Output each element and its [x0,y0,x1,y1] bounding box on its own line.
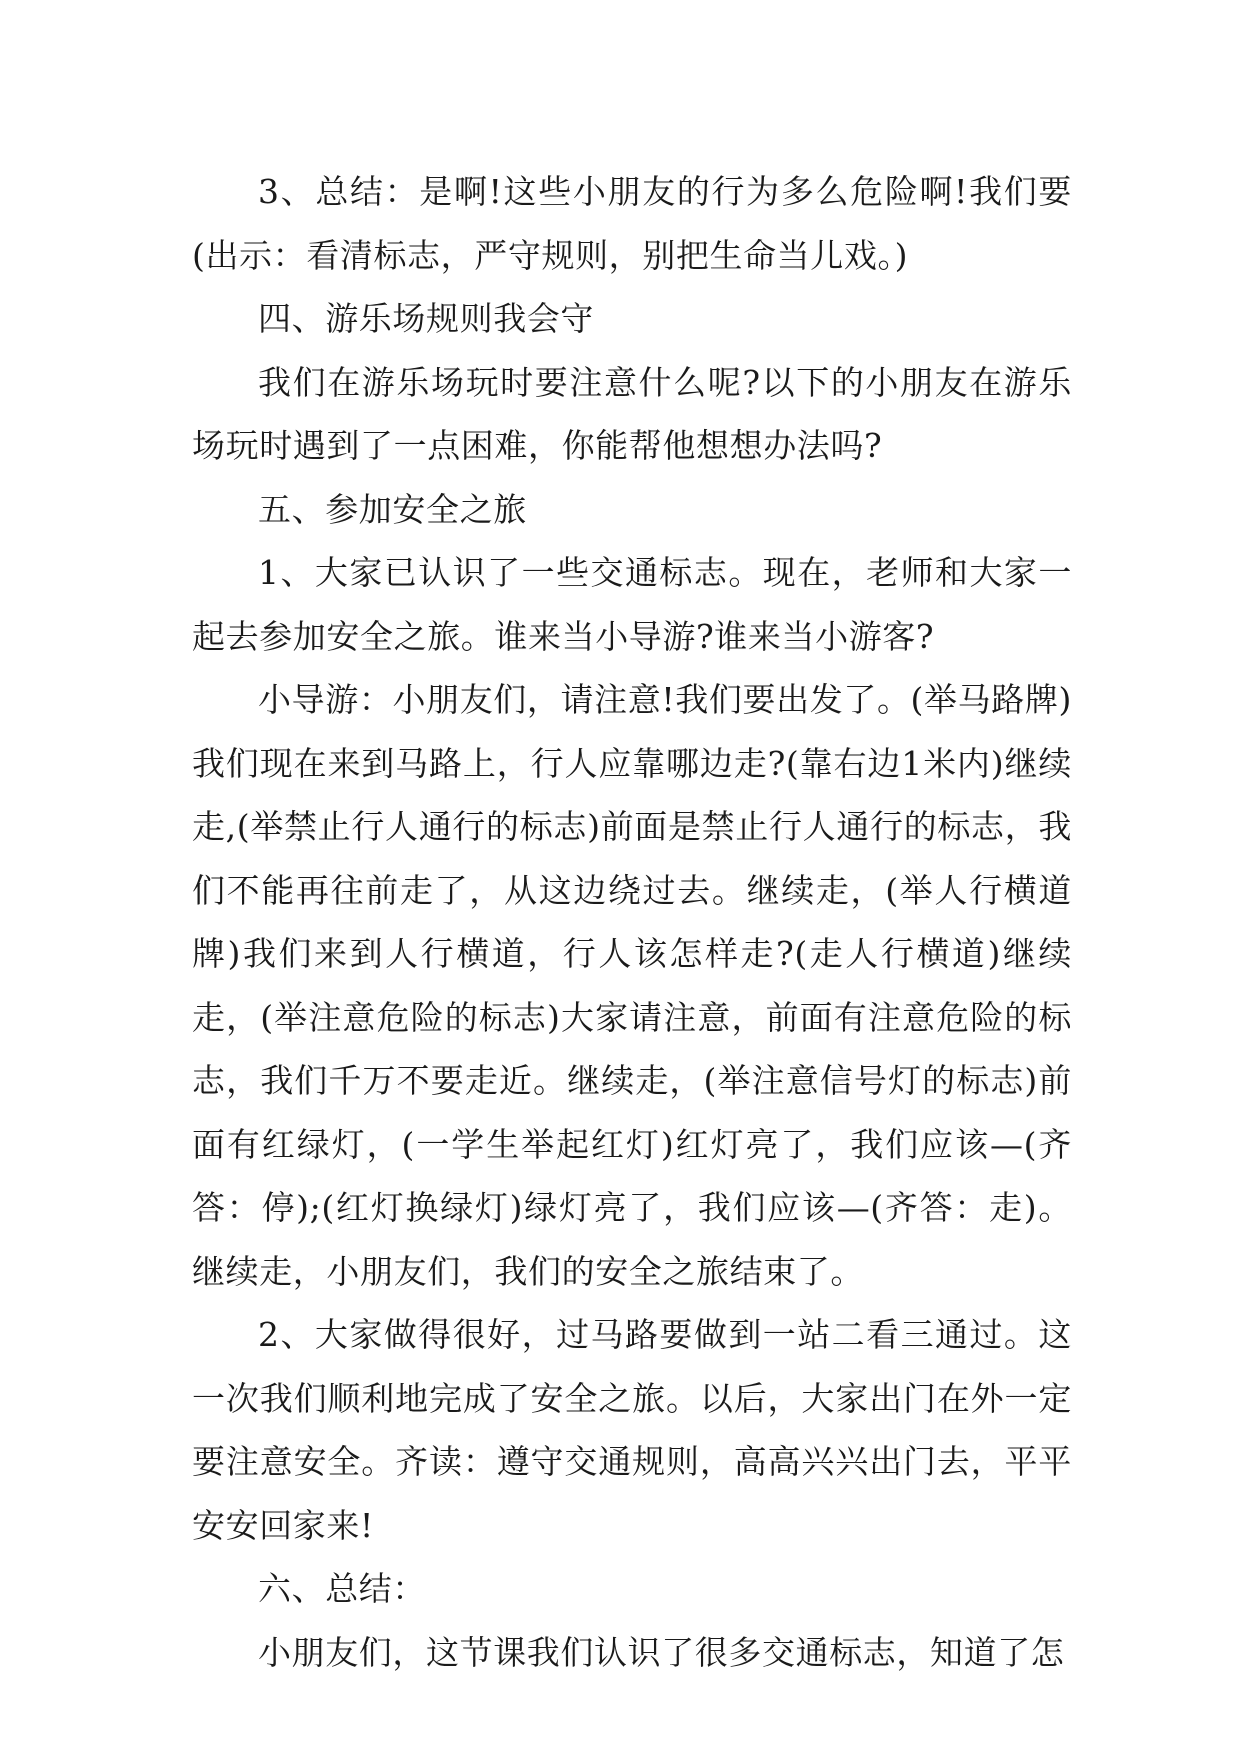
paragraph-playground-rules: 我们在游乐场玩时要注意什么呢?以下的小朋友在游乐场玩时遇到了一点困难，你能帮他想想办法吗? [192,362,1072,465]
paragraph-conclusion: 小朋友们，这节课我们认识了很多交通标志，知道了怎 [258,1632,1065,1672]
paragraph-safety-trip-1: 1、大家已认识了一些交通标志。现在，老师和大家一起去参加安全之旅。谁来当小导游?谁来当小游客? [192,553,1072,656]
document-body [192,160,1072,1684]
heading-section-5: 五、参加安全之旅 [258,489,527,529]
paragraph-tour-guide: 小导游：小朋友们，请注意!我们要出发了。(举马路牌)我们现在来到马路上，行人应靠哪边走?(靠右边1米内)继续走,(举禁止行人通行的标志)前面是禁止行人通行的标志，我们不能再往前走了，从这边绕过去。继续走，(举人行横道牌)我们来到人行横道，行人该怎样走?(走人行横道)继续走，(举注意危险的标志)大家请注意，前面有注意危险的标志，我们千万不要走近。继续走，(举注意信号灯的标志)前面有红绿灯，(一学生举起红灯)红灯亮了，我们应该—(齐答：停);(红灯换绿灯)绿灯亮了，我们应该—(齐答：走)。继续走，小朋友们，我们的安全之旅结束了。 [192,680,1073,1291]
heading-section-6: 六、总结： [258,1569,426,1608]
heading-section-4: 四、游乐场规则我会守 [258,299,594,338]
paragraph-summary-3: 3、总结：是啊!这些小朋友的行为多么危险啊!我们要(出示：看清标志，严守规则，别把生命当儿戏。) [192,172,1072,275]
paragraph-safety-trip-2: 2、大家做得很好，过马路要做到一站二看三通过。这一次我们顺利地完成了安全之旅。以后，大家出门在外一定要注意安全。齐读：遵守交通规则，高高兴兴出门去，平平安安回家来! [192,1315,1072,1545]
